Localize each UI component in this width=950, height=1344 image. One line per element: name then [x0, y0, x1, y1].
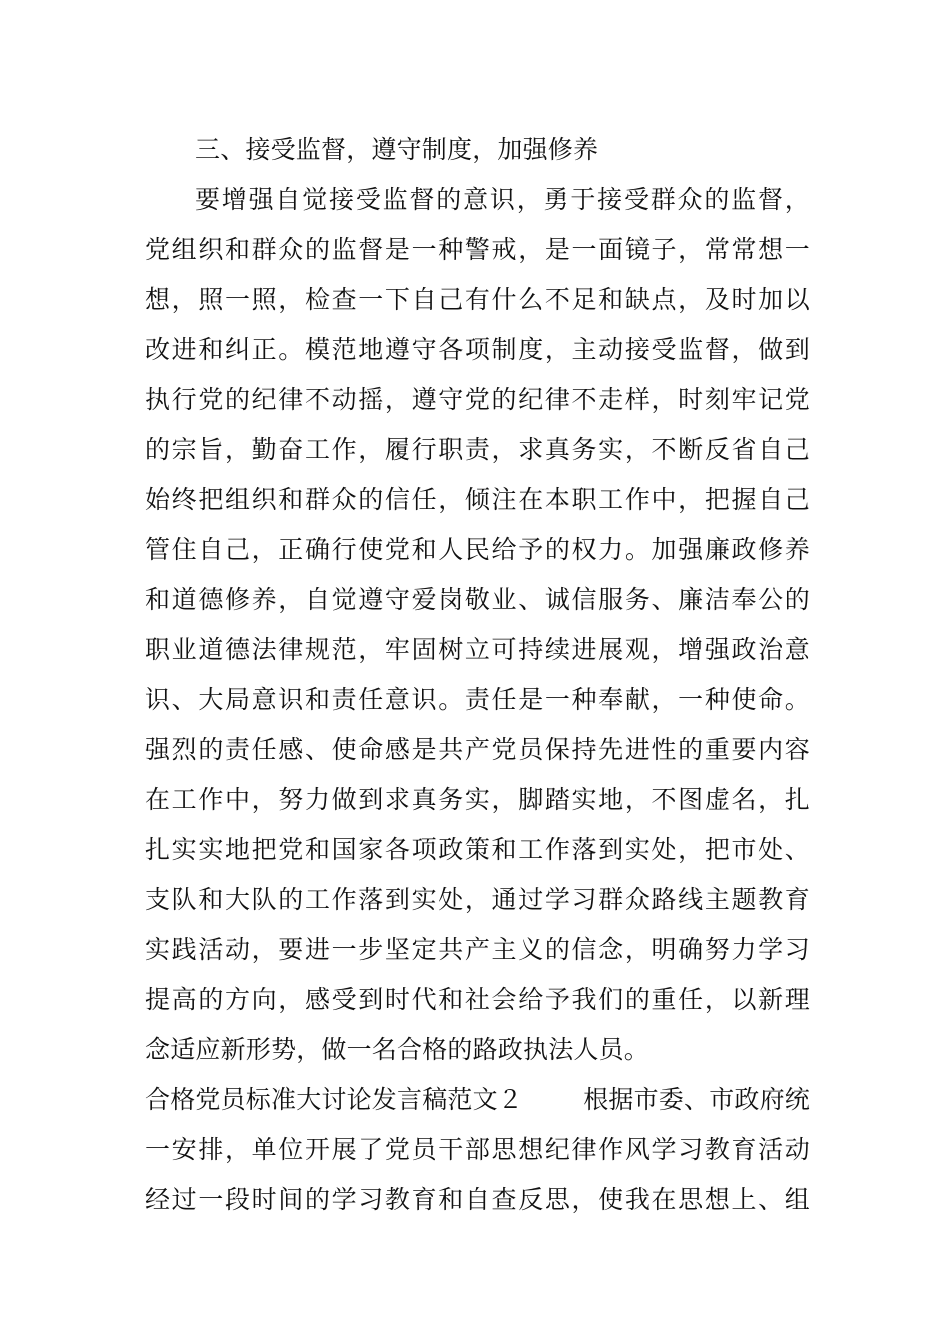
section2-first-line	[145, 1084, 810, 1116]
paragraph-line: 实践活动，要进一步坚定共产主义的信念，明确努力学习	[145, 935, 810, 964]
paragraph-line: 要增强自觉接受监督的意识，勇于接受群众的监督，	[195, 185, 810, 214]
paragraph-line: 和道德修养，自觉遵守爱岗敬业、诚信服务、廉洁奉公的	[145, 585, 810, 614]
paragraph-line: 管住自己，正确行使党和人民给予的权力。加强廉政修养	[145, 535, 810, 564]
paragraph-line: 改进和纠正。模范地遵守各项制度，主动接受监督，做到	[145, 335, 810, 364]
paragraph-line: 党组织和群众的监督是一种警戒，是一面镜子，常常想一	[145, 235, 810, 264]
section-heading: 三、接受监督，遵守制度，加强修养	[195, 135, 599, 164]
section2-title: 合格党员标准大讨论发言稿范文２	[145, 1085, 524, 1114]
paragraph-line: 强烈的责任感、使命感是共产党员保持先进性的重要内容	[145, 735, 810, 764]
paragraph-line: 的宗旨，勤奋工作，履行职责，求真务实，不断反省自己	[145, 435, 810, 464]
paragraph-line: 扎实实地把党和国家各项政策和工作落到实处，把市处、	[145, 835, 810, 864]
paragraph-line: 始终把组织和群众的信任，倾注在本职工作中，把握自己	[145, 485, 810, 514]
paragraph-line: 提高的方向，感受到时代和社会给予我们的重任，以新理	[145, 985, 810, 1014]
paragraph-line: 想，照一照，检查一下自己有什么不足和缺点，及时加以	[145, 285, 810, 314]
paragraph-line: 一安排，单位开展了党员干部思想纪律作风学习教育活动	[145, 1135, 810, 1164]
paragraph-line: 经过一段时间的学习教育和自查反思，使我在思想上、组	[145, 1185, 810, 1214]
paragraph-line: 执行党的纪律不动摇，遵守党的纪律不走样，时刻牢记党	[145, 385, 810, 414]
paragraph-line: 支队和大队的工作落到实处，通过学习群众路线主题教育	[145, 885, 810, 914]
paragraph-line: 念适应新形势，做一名合格的路政执法人员。	[145, 1035, 650, 1064]
paragraph-line: 职业道德法律规范，牢固树立可持续进展观，增强政治意	[145, 635, 810, 664]
section2-first-line-tail: 根据市委、市政府统	[583, 1085, 810, 1114]
paragraph-line: 在工作中，努力做到求真务实，脚踏实地，不图虚名，扎	[145, 785, 810, 814]
paragraph-line: 识、大局意识和责任意识。责任是一种奉献，一种使命。	[145, 685, 810, 714]
